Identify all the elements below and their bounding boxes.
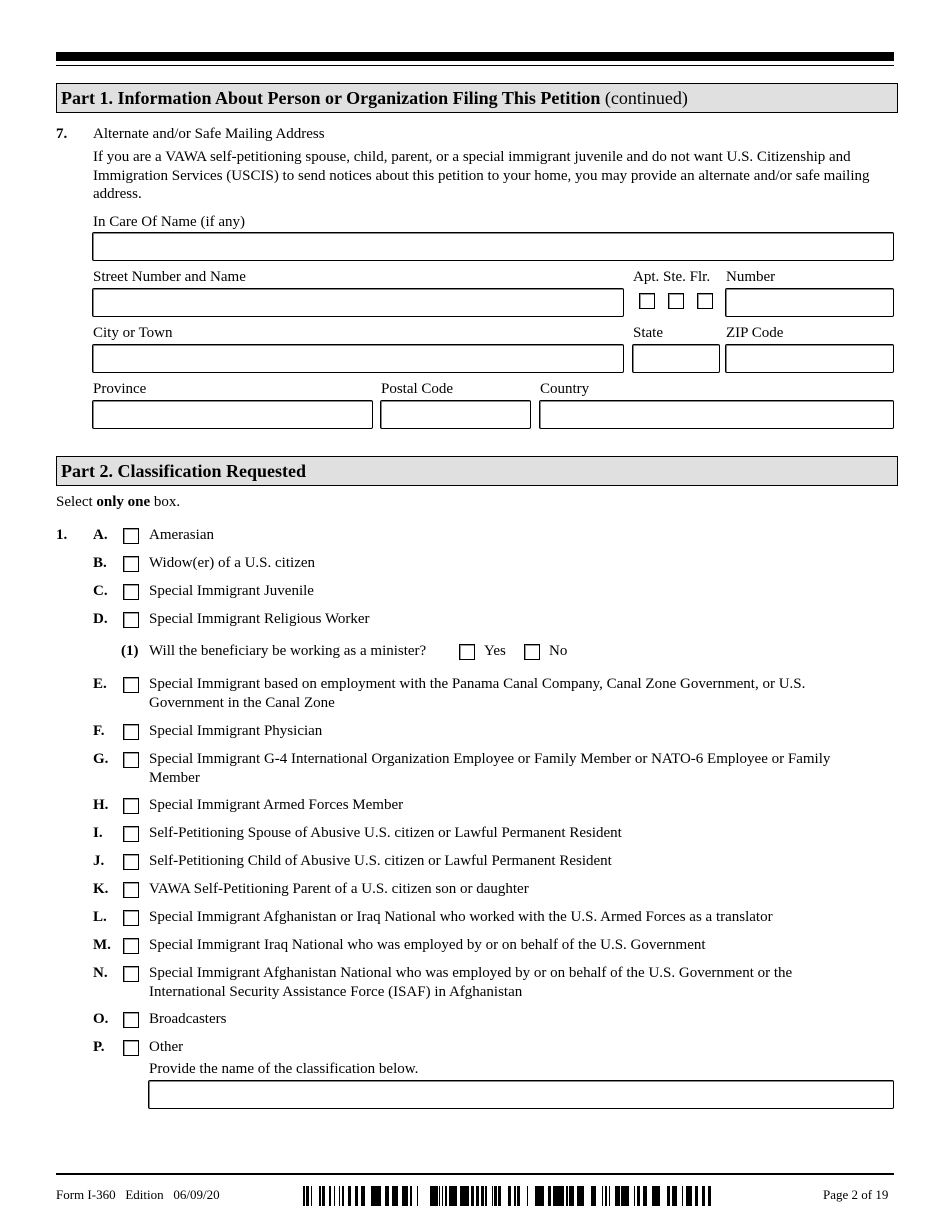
option-d-letter: D. bbox=[93, 611, 108, 627]
option-e-checkbox[interactable] bbox=[123, 677, 139, 693]
select-post: box. bbox=[150, 494, 181, 510]
option-f-label: Special Immigrant Physician bbox=[149, 723, 323, 739]
minister-no-checkbox[interactable] bbox=[524, 644, 540, 660]
option-l-label: Special Immigrant Afghanistan or Iraq National who worked with the U.S. Armed Forces as a translator bbox=[149, 909, 773, 925]
in-care-of-input[interactable] bbox=[92, 232, 894, 261]
option-h-letter: H. bbox=[93, 797, 109, 813]
option-j-checkbox[interactable] bbox=[123, 854, 139, 870]
option-n-letter: N. bbox=[93, 965, 108, 981]
option-f-checkbox[interactable] bbox=[123, 724, 139, 740]
option-o-letter: O. bbox=[93, 1011, 109, 1027]
option-l-checkbox[interactable] bbox=[123, 910, 139, 926]
option-k-letter: K. bbox=[93, 881, 109, 897]
barcode-icon bbox=[303, 1186, 711, 1206]
minister-yes-checkbox[interactable] bbox=[459, 644, 475, 660]
zip-label: ZIP Code bbox=[726, 325, 784, 341]
footer-page: Page 2 of 19 bbox=[823, 1187, 889, 1202]
q7-title: Alternate and/or Safe Mailing Address bbox=[93, 126, 325, 142]
option-b-letter: B. bbox=[93, 555, 107, 571]
option-m-label: Special Immigrant Iraq National who was employed by or on behalf of the U.S. Government bbox=[149, 937, 706, 953]
option-h-checkbox[interactable] bbox=[123, 798, 139, 814]
street-input[interactable] bbox=[92, 288, 624, 317]
country-label: Country bbox=[540, 381, 590, 397]
city-input[interactable] bbox=[92, 344, 624, 373]
part1-suffix: (continued) bbox=[600, 88, 688, 108]
postal-input[interactable] bbox=[380, 400, 531, 429]
option-d-label: Special Immigrant Religious Worker bbox=[149, 611, 370, 627]
zip-input[interactable] bbox=[725, 344, 894, 373]
part1-title: Part 1. Information About Person or Organization Filing This Petition bbox=[61, 88, 601, 108]
minister-no-label: No bbox=[549, 643, 568, 659]
province-input[interactable] bbox=[92, 400, 373, 429]
ste-checkbox[interactable] bbox=[668, 293, 684, 309]
option-g-letter: G. bbox=[93, 751, 109, 767]
q7-number: 7. bbox=[56, 126, 68, 142]
option-a-checkbox[interactable] bbox=[123, 528, 139, 544]
option-m-letter: M. bbox=[93, 937, 111, 953]
option-g-label: Special Immigrant G-4 International Organization Employee or Family Member or NATO-6 Employee or Family Member bbox=[149, 751, 831, 786]
number-label: Number bbox=[726, 269, 776, 285]
option-c-label: Special Immigrant Juvenile bbox=[149, 583, 314, 599]
option-c-letter: C. bbox=[93, 583, 108, 599]
minister-number: (1) bbox=[121, 643, 139, 659]
q7-instructions: If you are a VAWA self-petitioning spouse, child, parent, or a special immigrant juvenile and do not want U.S. Citizenship and Immigration Services (USCIS) to send notices about this petition to your home, you may provide an alternate and/or safe mailing address. bbox=[93, 149, 870, 202]
option-h-label: Special Immigrant Armed Forces Member bbox=[149, 797, 404, 813]
option-d-checkbox[interactable] bbox=[123, 612, 139, 628]
option-j-label: Self-Petitioning Child of Abusive U.S. citizen or Lawful Permanent Resident bbox=[149, 853, 612, 869]
flr-checkbox[interactable] bbox=[697, 293, 713, 309]
postal-label: Postal Code bbox=[381, 381, 454, 397]
option-i-checkbox[interactable] bbox=[123, 826, 139, 842]
option-j-letter: J. bbox=[93, 853, 105, 869]
option-a-letter: A. bbox=[93, 527, 108, 543]
option-p-letter: P. bbox=[93, 1039, 105, 1055]
apt-number-input[interactable] bbox=[725, 288, 894, 317]
option-f-letter: F. bbox=[93, 723, 105, 739]
option-e-label: Special Immigrant based on employment with the Panama Canal Company, Canal Zone Government, or U.S. Government in the Canal Zone bbox=[149, 676, 806, 711]
state-label: State bbox=[633, 325, 663, 341]
option-p-label: Other bbox=[149, 1039, 184, 1055]
option-o-checkbox[interactable] bbox=[123, 1012, 139, 1028]
option-k-checkbox[interactable] bbox=[123, 882, 139, 898]
part1-header bbox=[56, 83, 898, 113]
option-p-checkbox[interactable] bbox=[123, 1040, 139, 1056]
option-c-checkbox[interactable] bbox=[123, 584, 139, 600]
q1-number: 1. bbox=[56, 527, 68, 543]
apt-checkbox[interactable] bbox=[639, 293, 655, 309]
apt-label: Apt. Ste. Flr. bbox=[633, 269, 711, 285]
option-e-letter: E. bbox=[93, 676, 107, 692]
other-classification-input[interactable] bbox=[148, 1080, 894, 1109]
street-label: Street Number and Name bbox=[93, 269, 246, 285]
option-b-checkbox[interactable] bbox=[123, 556, 139, 572]
select-instruction bbox=[56, 493, 180, 511]
part2-header bbox=[56, 456, 898, 486]
state-select[interactable] bbox=[632, 344, 720, 373]
option-g-checkbox[interactable] bbox=[123, 752, 139, 768]
option-k-label: VAWA Self-Petitioning Parent of a U.S. citizen son or daughter bbox=[149, 881, 529, 897]
footer-form-edition: Form I-360 Edition 06/09/20 bbox=[56, 1187, 220, 1202]
option-i-letter: I. bbox=[93, 825, 103, 841]
option-m-checkbox[interactable] bbox=[123, 938, 139, 954]
option-l-letter: L. bbox=[93, 909, 107, 925]
part2-title: Part 2. Classification Requested bbox=[61, 461, 306, 481]
in-care-of-label: In Care Of Name (if any) bbox=[93, 214, 246, 230]
footer-rule bbox=[56, 1173, 894, 1175]
country-input[interactable] bbox=[539, 400, 894, 429]
minister-question: Will the beneficiary be working as a minister? bbox=[149, 643, 427, 659]
top-rule-thick bbox=[56, 52, 894, 61]
minister-yes-label: Yes bbox=[484, 643, 506, 659]
option-n-checkbox[interactable] bbox=[123, 966, 139, 982]
top-rule-thin bbox=[56, 65, 894, 66]
other-instruction: Provide the name of the classification below. bbox=[149, 1061, 419, 1077]
option-i-label: Self-Petitioning Spouse of Abusive U.S. citizen or Lawful Permanent Resident bbox=[149, 825, 622, 841]
option-b-label: Widow(er) of a U.S. citizen bbox=[149, 555, 316, 571]
city-label: City or Town bbox=[93, 325, 173, 341]
option-n-label: Special Immigrant Afghanistan National who was employed by or on behalf of the U.S. Government or the International Security Assistance Force (ISAF) in Afghanistan bbox=[149, 965, 793, 1000]
option-o-label: Broadcasters bbox=[149, 1011, 227, 1027]
select-pre: Select bbox=[56, 494, 97, 510]
option-a-label: Amerasian bbox=[149, 527, 214, 543]
select-bold: only one bbox=[96, 494, 151, 510]
province-label: Province bbox=[93, 381, 147, 397]
